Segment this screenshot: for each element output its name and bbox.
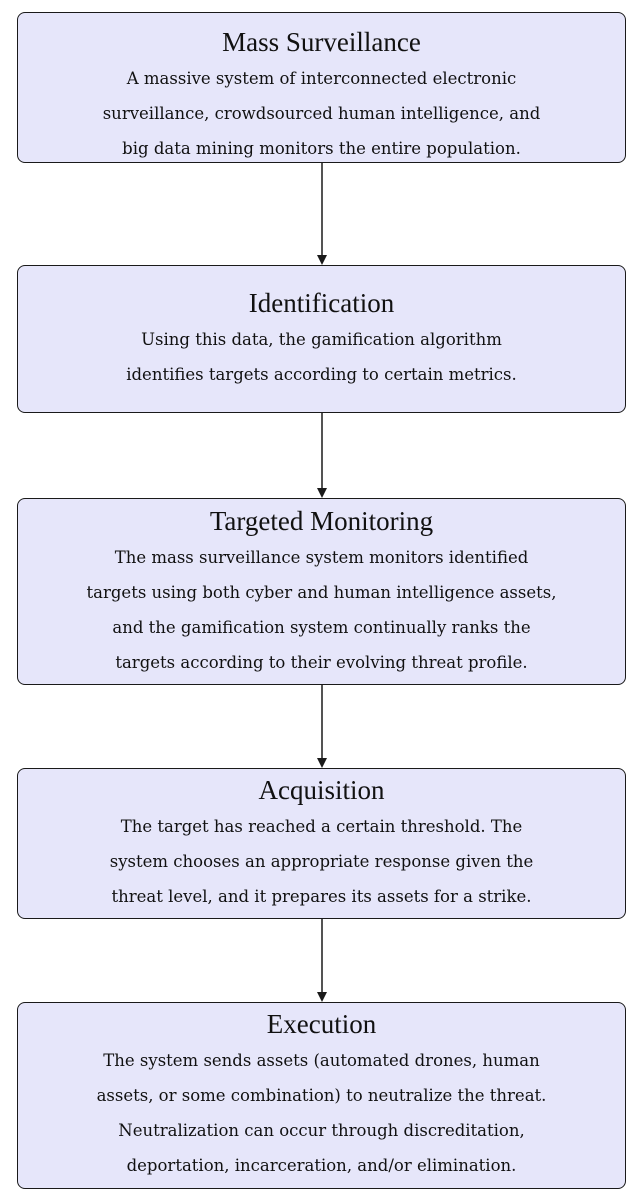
node-identification	[17, 265, 626, 413]
node-description-line: surveillance, crowdsourced human intelligence, and	[102, 104, 541, 123]
node-description-line: The system sends assets (automated drones, human	[103, 1051, 540, 1070]
node-description	[18, 61, 625, 166]
node-description-line: targets according to their evolving threat profile.	[115, 653, 528, 672]
node-description-line: deportation, incarceration, and/or elimination.	[126, 1156, 517, 1175]
node-description-line: Neutralization can occur through discreditation,	[118, 1121, 525, 1140]
node-description-line: The target has reached a certain threshold. The	[120, 817, 523, 836]
node-targeted-monitoring	[17, 498, 626, 685]
node-title: Acquisition	[258, 775, 385, 805]
node-description-line: system chooses an appropriate response given the	[109, 852, 534, 871]
node-description-line: The mass surveillance system monitors identified	[114, 548, 529, 567]
node-mass-surveillance	[17, 12, 626, 163]
node-description	[18, 1043, 625, 1183]
node-acquisition	[17, 768, 626, 919]
node-title: Mass Surveillance	[222, 27, 421, 57]
node-description-line: threat level, and it prepares its assets for a strike.	[111, 887, 532, 906]
node-description-line: assets, or some combination) to neutralize the threat.	[96, 1086, 547, 1105]
node-description-line: and the gamification system continually ranks the	[112, 618, 531, 637]
node-description-line: A massive system of interconnected electronic	[126, 69, 517, 88]
node-description	[18, 322, 625, 392]
node-description-line: identifies targets according to certain metrics.	[126, 365, 517, 384]
node-execution	[17, 1002, 626, 1189]
node-description-line: Using this data, the gamification algorithm	[141, 330, 502, 349]
node-description-line: targets using both cyber and human intelligence assets,	[86, 583, 557, 602]
node-description	[18, 809, 625, 914]
node-title: Identification	[248, 288, 395, 318]
node-title: Targeted Monitoring	[209, 506, 434, 536]
node-description-line: big data mining monitors the entire population.	[122, 139, 521, 158]
node-title: Execution	[266, 1009, 377, 1039]
node-description	[18, 540, 625, 680]
